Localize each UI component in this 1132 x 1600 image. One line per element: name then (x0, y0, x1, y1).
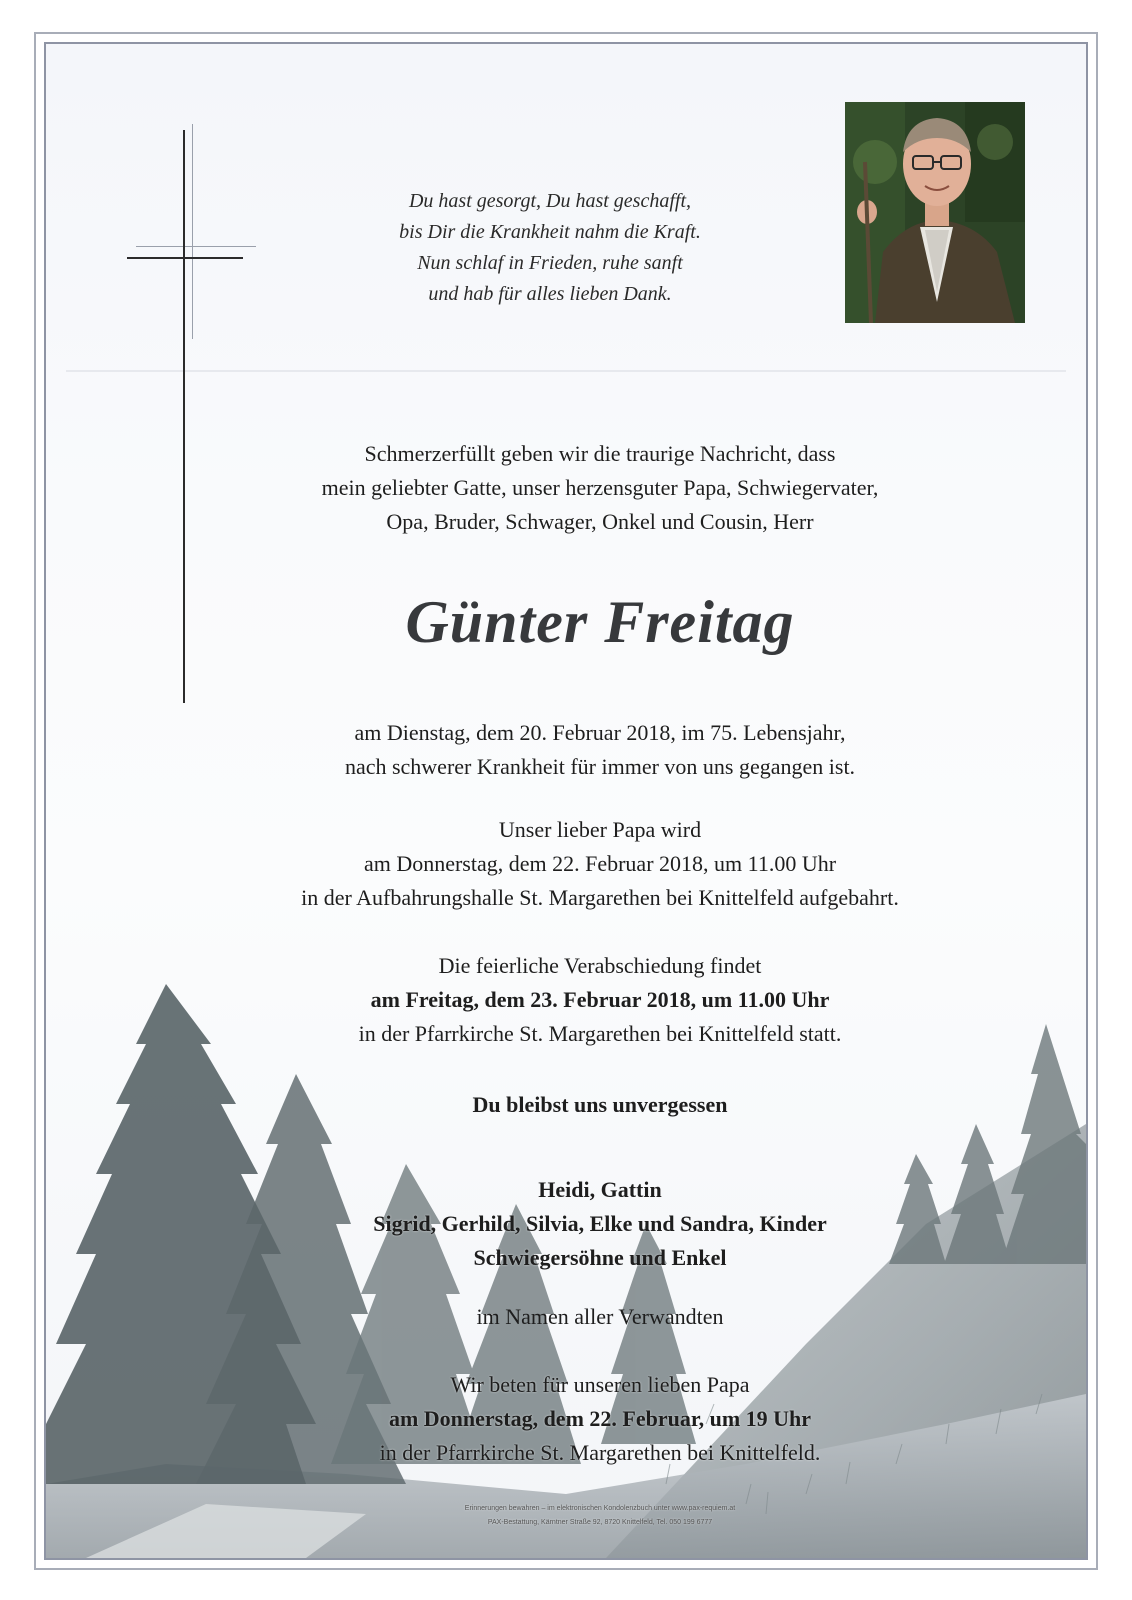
family-member: Heidi, Gattin (538, 1177, 662, 1202)
death-notice-line: am Dienstag, dem 20. Februar 2018, im 75. Lebensjahr, (354, 720, 846, 745)
on-behalf-line: im Namen aller Verwandten (476, 1304, 724, 1329)
prayer-date: am Donnerstag, dem 22. Februar, um 19 Uhr (388, 1406, 812, 1431)
intro-line: Schmerzerfüllt geben wir die traurige Nachricht, dass (364, 441, 836, 466)
laying-out-line: in der Aufbahrungshalle St. Margarethen bei Knittelfeld aufgebahrt. (301, 885, 899, 910)
poem-line: Nun schlaf in Frieden, ruhe sanft (417, 252, 683, 274)
family-member: Sigrid, Gerhild, Silvia, Elke und Sandra, Kinder (373, 1211, 827, 1236)
death-notice (150, 716, 1050, 784)
farewell-notice (150, 949, 1050, 1051)
footer-line: PAX-Bestattung, Kärntner Straße 92, 8720 Knittelfeld, Tel. 050 199 6777 (487, 1519, 713, 1526)
prayer-notice (150, 1368, 1050, 1470)
intro-line: mein geliebter Gatte, unser herzensguter Papa, Schwiegervater, (321, 475, 879, 500)
deceased-name: Günter Freitag (405, 589, 795, 655)
prayer-line: Wir beten für unseren lieben Papa (450, 1372, 750, 1397)
poem-line: und hab für alles lieben Dank. (428, 283, 672, 305)
farewell-line: in der Pfarrkirche St. Margarethen bei Knittelfeld statt. (358, 1021, 842, 1046)
laying-out-line: am Donnerstag, dem 22. Februar 2018, um 11.00 Uhr (363, 851, 837, 876)
intro-line: Opa, Bruder, Schwager, Onkel und Cousin, Herr (386, 509, 814, 534)
memorial-poem (170, 186, 930, 310)
family-member: Schwiegersöhne und Enkel (473, 1245, 727, 1270)
family-list (150, 1173, 1050, 1275)
poem-line: bis Dir die Krankheit nahm die Kraft. (399, 221, 701, 243)
laying-out-notice (150, 813, 1050, 915)
farewell-line: Die feierliche Verabschiedung findet (438, 953, 762, 978)
poem-line: Du hast gesorgt, Du hast geschafft, (408, 190, 692, 212)
laying-out-line: Unser lieber Papa wird (498, 817, 702, 842)
death-notice-line: nach schwerer Krankheit für immer von uns gegangen ist. (344, 754, 856, 779)
announcement-intro (150, 437, 1050, 539)
farewell-date: am Freitag, dem 23. Februar 2018, um 11.00 Uhr (370, 987, 830, 1012)
closing-statement: Du bleibst uns unvergessen (472, 1092, 728, 1117)
prayer-line: in der Pfarrkirche St. Margarethen bei Knittelfeld. (379, 1440, 821, 1465)
footer-imprint (150, 1502, 1050, 1530)
footer-line: Erinnerungen bewahren – im elektronischen Kondolenzbuch unter www.pax-requiem.at (464, 1505, 736, 1512)
